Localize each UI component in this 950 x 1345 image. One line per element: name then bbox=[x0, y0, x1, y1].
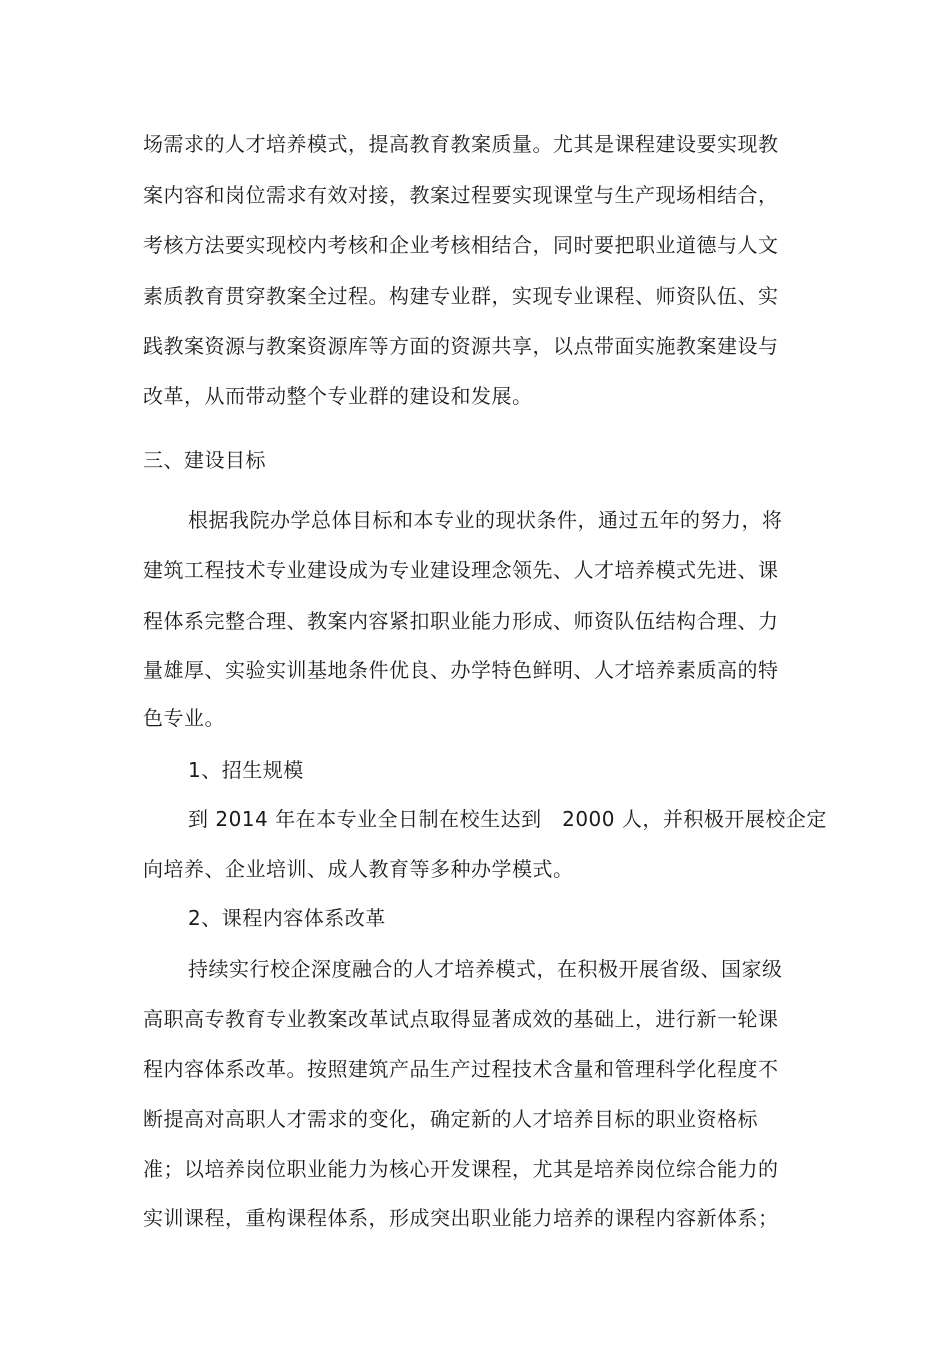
paragraph-line: 到 2014 年在本专业全日制在校生达到 2000 人，并积极开展校企定 bbox=[188, 807, 827, 831]
subsection-heading: 1、招生规模 bbox=[188, 758, 304, 782]
paragraph-line: 案内容和岗位需求有效对接，教案过程要实现课堂与生产现场相结合， bbox=[143, 183, 779, 207]
paragraph-line: 程体系完整合理、教案内容紧扣职业能力形成、师资队伍结构合理、力 bbox=[143, 609, 779, 633]
paragraph-line: 量雄厚、实验实训基地条件优良、办学特色鲜明、人才培养素质高的特 bbox=[143, 658, 779, 682]
paragraph-line: 持续实行校企深度融合的人才培养模式，在积极开展省级、国家级 bbox=[188, 957, 783, 981]
paragraph-line: 准；以培养岗位职业能力为核心开发课程，尤其是培养岗位综合能力的 bbox=[143, 1157, 779, 1181]
paragraph-line: 断提高对高职人才需求的变化，确定新的人才培养目标的职业资格标 bbox=[143, 1107, 758, 1131]
paragraph-line: 考核方法要实现校内考核和企业考核相结合，同时要把职业道德与人文 bbox=[143, 233, 779, 257]
section-heading: 三、建设目标 bbox=[143, 448, 266, 472]
paragraph-line: 色专业。 bbox=[143, 706, 225, 730]
paragraph-line: 程内容体系改革。按照建筑产品生产过程技术含量和管理科学化程度不 bbox=[143, 1057, 779, 1081]
paragraph-line: 根据我院办学总体目标和本专业的现状条件，通过五年的努力，将 bbox=[188, 508, 783, 532]
paragraph-line: 建筑工程技术专业建设成为专业建设理念领先、人才培养模式先进、课 bbox=[143, 558, 779, 582]
paragraph-line: 向培养、企业培训、成人教育等多种办学模式。 bbox=[143, 857, 574, 881]
subsection-heading: 2、课程内容体系改革 bbox=[188, 906, 386, 930]
paragraph-line: 改革，从而带动整个专业群的建设和发展。 bbox=[143, 384, 533, 408]
paragraph-line: 实训课程，重构课程体系，形成突出职业能力培养的课程内容新体系； bbox=[143, 1206, 779, 1230]
paragraph-line: 场需求的人才培养模式，提高教育教案质量。尤其是课程建设要实现教 bbox=[143, 132, 779, 156]
paragraph-line: 践教案资源与教案资源库等方面的资源共享，以点带面实施教案建设与 bbox=[143, 334, 779, 358]
paragraph-line: 高职高专教育专业教案改革试点取得显著成效的基础上，进行新一轮课 bbox=[143, 1007, 779, 1031]
paragraph-line: 素质教育贯穿教案全过程。构建专业群，实现专业课程、师资队伍、实 bbox=[143, 284, 779, 308]
